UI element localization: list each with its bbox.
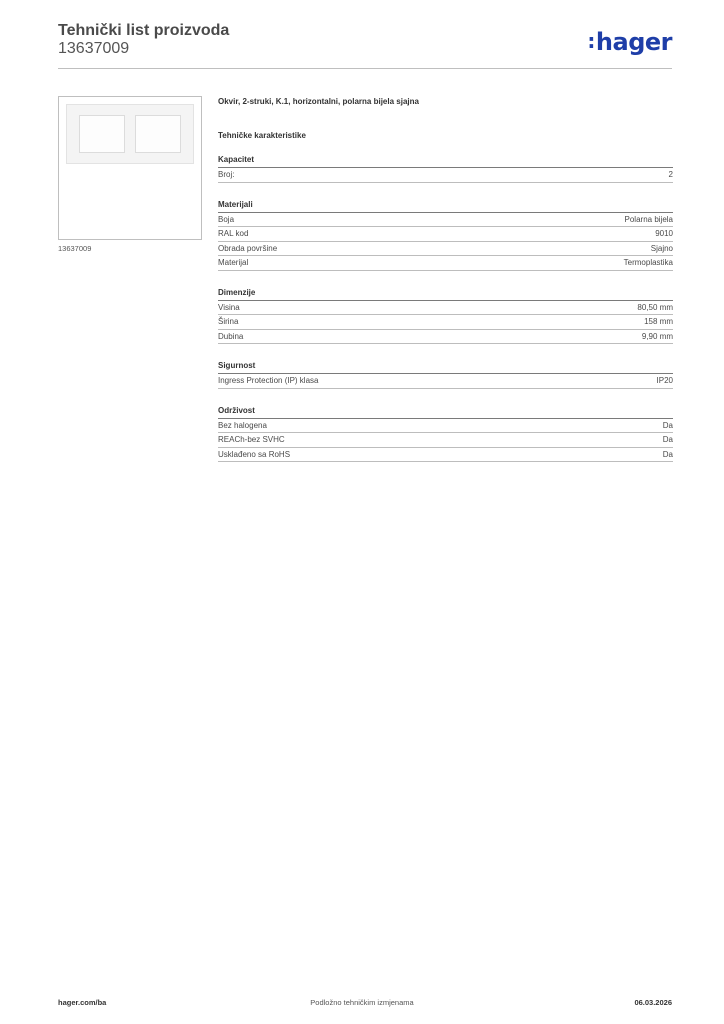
spec-row: [218, 315, 673, 330]
section-title: Dimenzije: [218, 287, 673, 301]
spec-content: [218, 96, 673, 462]
frame-picture: [66, 104, 194, 164]
spec-value: Sjajno: [650, 243, 673, 253]
spec-value: 80,50 mm: [637, 302, 673, 312]
spec-key: REACh-bez SVHC: [218, 435, 285, 444]
section-kapacitet: [218, 154, 673, 183]
page-title: Tehnički list proizvoda: [58, 22, 230, 39]
spec-key: Materijal: [218, 258, 249, 267]
logo-dots-icon: :: [587, 29, 595, 53]
product-image: [58, 96, 202, 240]
spec-key: Ingress Protection (IP) klasa: [218, 376, 319, 385]
spec-row: [218, 448, 673, 463]
spec-row: [218, 227, 673, 242]
spec-row: [218, 374, 673, 389]
spec-value: 2: [668, 170, 673, 179]
spec-row: [218, 256, 673, 271]
spec-row: [218, 213, 673, 228]
section-dimenzije: [218, 287, 673, 345]
spec-row: [218, 242, 673, 257]
header-divider: [58, 68, 672, 69]
frame-opening-left: [79, 115, 125, 153]
spec-key: Širina: [218, 317, 239, 326]
tech-characteristics-heading: Tehničke karakteristike: [218, 131, 306, 140]
spec-key: Dubina: [218, 331, 244, 341]
spec-row: [218, 330, 673, 345]
footer-website-link[interactable]: hager.com/ba: [58, 998, 107, 1007]
section-materijali: [218, 199, 673, 271]
spec-value: Polarna bijela: [624, 214, 673, 224]
section-title: Sigurnost: [218, 360, 673, 374]
spec-key: Boja: [218, 214, 235, 224]
section-title: Održivost: [218, 405, 673, 419]
section-title: Kapacitet: [218, 154, 673, 168]
footer-notice: Podložno tehničkim izmjenama: [310, 998, 414, 1007]
product-number: 13637009: [58, 40, 130, 57]
spec-value: Da: [662, 420, 673, 430]
spec-value: 158 mm: [644, 317, 673, 326]
section-odrzivost: [218, 405, 673, 463]
section-title: Materijali: [218, 199, 673, 213]
spec-row: [218, 433, 673, 448]
spec-key: Bez halogena: [218, 420, 267, 430]
footer-date: 06.03.2026: [634, 998, 672, 1007]
spec-value: Termoplastika: [623, 258, 673, 267]
hager-logo: [587, 28, 672, 57]
image-caption: 13637009: [58, 244, 92, 253]
spec-key: Obrada površine: [218, 243, 278, 253]
spec-row: [218, 419, 673, 434]
spec-value: 9010: [655, 229, 673, 238]
spec-value: Da: [662, 435, 673, 444]
spec-row: [218, 301, 673, 316]
section-sigurnost: [218, 360, 673, 389]
spec-key: Visina: [218, 302, 240, 312]
spec-key: Usklađeno sa RoHS: [218, 449, 291, 459]
spec-row: [218, 168, 673, 183]
spec-value: IP20: [656, 376, 673, 385]
logo-text: hager: [595, 28, 672, 56]
spec-value: 9,90 mm: [641, 331, 673, 341]
product-description: Okvir, 2-struki, K.1, horizontalni, polarna bijela sjajna: [218, 97, 419, 106]
frame-opening-right: [135, 115, 181, 153]
spec-key: RAL kod: [218, 229, 249, 238]
spec-value: Da: [662, 449, 673, 459]
spec-key: Broj:: [218, 170, 235, 179]
